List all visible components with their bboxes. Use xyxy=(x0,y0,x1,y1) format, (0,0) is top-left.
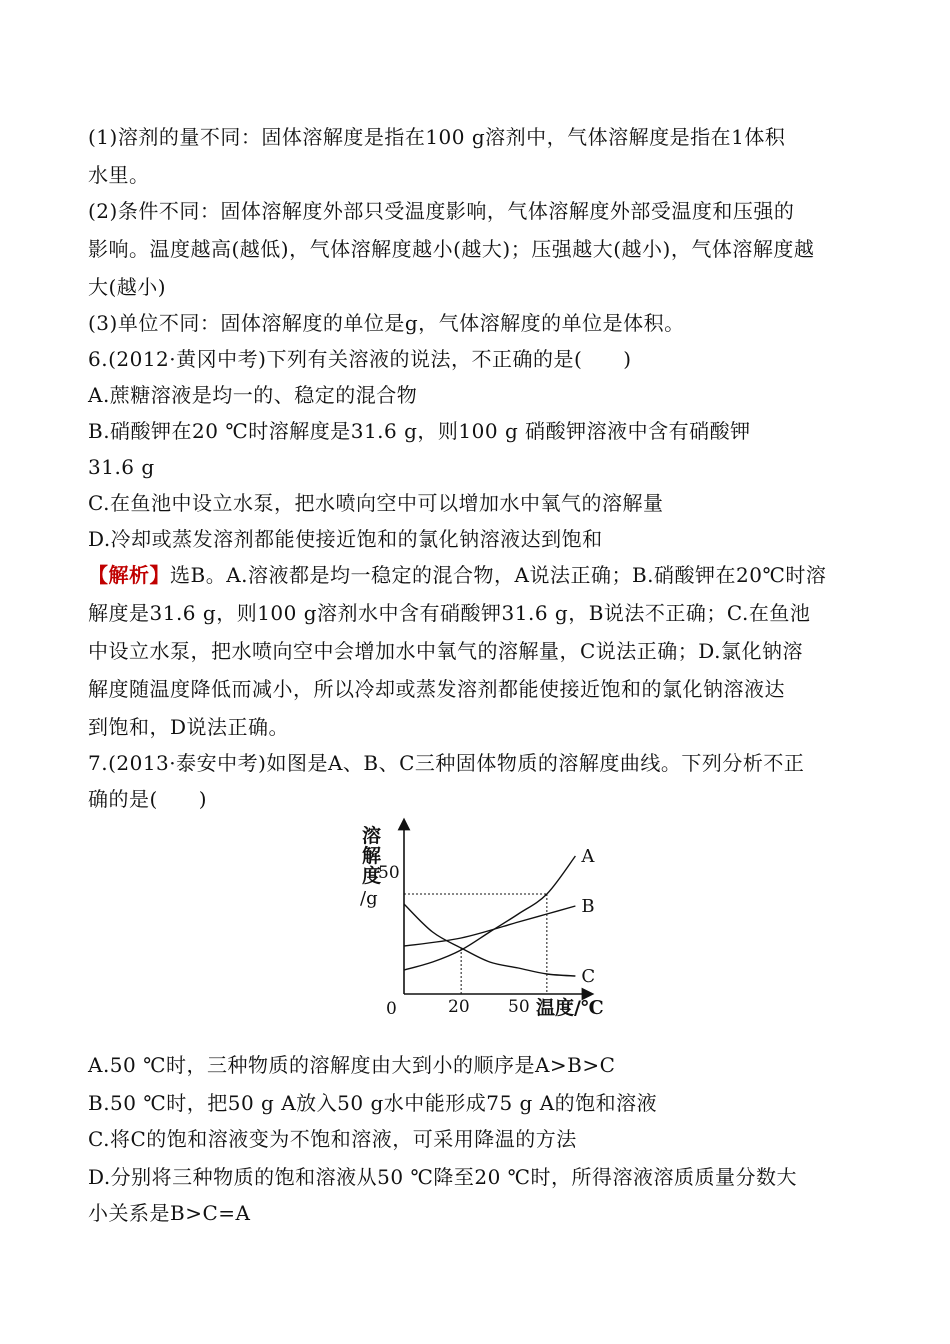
analysis-text: 选B。A.溶液都是均一稳定的混合物，A说法正确；B.硝酸钾在20℃时溶 xyxy=(170,563,827,587)
question-7-option-b: B.50 ℃时，把50 g A放入50 g水中能形成75 g A的饱和溶液 xyxy=(88,1091,658,1115)
question-7-option-c: C.将C的饱和溶液变为不饱和溶液，可采用降温的方法 xyxy=(88,1127,577,1151)
paragraph-3-line-1: (3)单位不同：固体溶解度的单位是g，气体溶解度的单位是体积。 xyxy=(88,311,685,335)
question-6-option-b-line-2: 31.6 g xyxy=(88,455,155,479)
question-6-option-b-line-1: B.硝酸钾在20 ℃时溶解度是31.6 g，则100 g 硝酸钾溶液中含有硝酸钾 xyxy=(88,419,751,443)
paragraph-2-line-2: 影响。温度越高(越低)，气体溶解度越小(越大)；压强越大(越小)，气体溶解度越 xyxy=(88,237,815,261)
question-7-option-d-line-2: 小关系是B>C=A xyxy=(88,1201,251,1225)
y-axis-unit: /g xyxy=(360,888,378,909)
x-tick-label-50: 50 xyxy=(508,997,530,1017)
question-6-option-d: D.冷却或蒸发溶剂都能使接近饱和的氯化钠溶液达到饱和 xyxy=(88,527,603,551)
question-6-analysis-line-1 xyxy=(88,562,826,588)
y-tick-label-50: 50 xyxy=(378,863,400,883)
y-axis-label-char-1: 溶 xyxy=(362,825,382,847)
x-axis-label: 温度/℃ xyxy=(536,997,604,1019)
series-line-b xyxy=(404,906,575,946)
paragraph-1-line-2: 水里。 xyxy=(88,163,150,187)
analysis-tag: 【解析】 xyxy=(88,563,170,587)
series-line-c xyxy=(404,904,575,976)
question-7-stem-line-2: 确的是( ) xyxy=(88,787,208,811)
paragraph-2-line-3: 大(越小) xyxy=(88,275,167,299)
question-7-option-d-line-1: D.分别将三种物质的饱和溶液从50 ℃降至20 ℃时，所得溶液溶质质量分数大 xyxy=(88,1165,798,1189)
series-label-a: A xyxy=(581,846,595,867)
origin-label: 0 xyxy=(386,999,397,1019)
solubility-curve-chart xyxy=(350,812,620,1022)
y-axis-label-char-3: 度 xyxy=(362,865,382,887)
series-label-c: C xyxy=(581,966,596,987)
question-6-stem: 6.(2012·黄冈中考)下列有关溶液的说法，不正确的是( ) xyxy=(88,347,632,371)
question-6-option-a: A.蔗糖溶液是均一的、稳定的混合物 xyxy=(88,383,418,407)
question-6-analysis-line-5: 到饱和，D说法正确。 xyxy=(88,715,290,739)
paragraph-2-line-1: (2)条件不同：固体溶解度外部只受温度影响，气体溶解度外部受温度和压强的 xyxy=(88,199,795,223)
series-label-b: B xyxy=(581,896,595,917)
question-7-option-a: A.50 ℃时，三种物质的溶解度由大到小的顺序是A>B>C xyxy=(88,1053,616,1077)
question-6-analysis-line-4: 解度随温度降低而减小，所以冷却或蒸发溶剂都能使接近饱和的氯化钠溶液达 xyxy=(88,677,785,701)
y-axis-label-char-2: 解 xyxy=(362,845,382,867)
question-6-option-c: C.在鱼池中设立水泵，把水喷向空中可以增加水中氧气的溶解量 xyxy=(88,491,664,515)
question-6-analysis-line-2: 解度是31.6 g，则100 g溶剂水中含有硝酸钾31.6 g，B说法不正确；C.在鱼池 xyxy=(88,601,811,625)
x-tick-label-20: 20 xyxy=(448,997,470,1017)
question-6-analysis-line-3: 中设立水泵，把水喷向空中会增加水中氧气的溶解量，C说法正确；D.氯化钠溶 xyxy=(88,639,803,663)
question-7-stem-line-1: 7.(2013·泰安中考)如图是A、B、C三种固体物质的溶解度曲线。下列分析不正 xyxy=(88,751,805,775)
paragraph-1-line-1: (1)溶剂的量不同：固体溶解度是指在100 g溶剂中，气体溶解度是指在1体积 xyxy=(88,125,786,149)
